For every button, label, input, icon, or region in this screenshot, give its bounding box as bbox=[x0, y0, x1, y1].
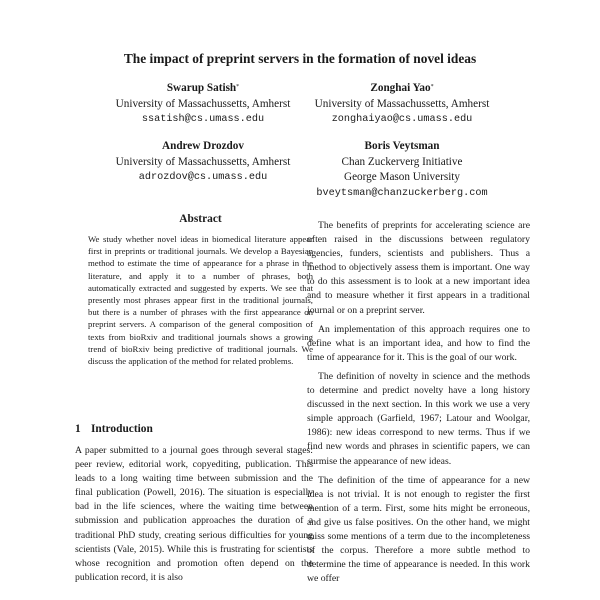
author-email: bveytsman@chanzuckerberg.com bbox=[316, 187, 488, 199]
paragraph: The definition of the time of appearance for a new idea is not trivial. It is not enough to register the first mention of a term. First, some hits might be erroneous, and give us false positives. On the other hand, we might miss some mentions of a term due to the incompleteness of the corpus. Therefore a more subtle method to determine the time of appearance is needed. In this work we offer bbox=[307, 474, 530, 585]
abstract-text: We study whether novel ideas in biomedical literature appear first in preprints or traditional journals. We develop a Bayesian method to estimate the time of appearance for a phrase in the literature, and apply it to a number of phrases, both automatically extracted and suggested by experts. We see that presently most phrases appear first in the traditional journals, but there is a number of phrases with the first appearance on preprint servers. A comparison of the general composition of texts from bioRxiv and traditional journals shows a growing trend of bioRxiv being predictive of traditional journals. We discuss the application of the method for related problems. bbox=[88, 234, 313, 367]
abstract-heading: Abstract bbox=[179, 213, 222, 225]
abstract-body bbox=[88, 233, 313, 367]
author-email: zonghaiyao@cs.umass.edu bbox=[331, 114, 473, 126]
paragraph: The benefits of preprints for accelerating science are often raised in the discussions between regulatory agencies, funders, scientists and publishers. Thus a method to objectively assess them is important. One way to do this assessment is to look at a new important idea and to measure whether it first appears in a traditional journal or on a preprint server. bbox=[307, 220, 530, 316]
paper-title: The impact of preprint servers in the formation of novel ideas bbox=[123, 51, 477, 66]
right-column bbox=[307, 219, 530, 591]
author-affiliation: George Mason University bbox=[344, 171, 460, 184]
author-name: Boris Veytsman bbox=[364, 140, 440, 152]
author-name: Zonghai Yao bbox=[370, 82, 431, 94]
paragraph: The definition of novelty in science and the methods to determine and predict novelty have a long history discussed in the next section. In this work we use a very simple approach (Garfield, 1967; Latour and Woolgar, 1986): new ideas correspond to new terms. Thus if we find new words and phrases in scientific papers, we can surmise the appearance of new ideas. bbox=[307, 370, 530, 467]
author-affiliation: University of Massachussetts, Amherst bbox=[314, 97, 490, 110]
equal-contribution-mark: * bbox=[430, 84, 434, 90]
paragraph: A paper submitted to a journal goes through several stages: peer review, editorial work, copyediting, publication. This leads to a long waiting time between submission and the final publication (Powell, 2016). The situation is especially bad in the life sciences, where the waiting time between submission and publication approaches the duration of a traditional PhD study, creating serious difficulties for young scientists (Vale, 2015). While this is frustrating for scientists whose recognition and promotion often depend on the publication record, it is also bbox=[75, 445, 313, 583]
author-email: adrozdov@cs.umass.edu bbox=[138, 172, 268, 184]
author-name: Swarup Satish bbox=[166, 82, 237, 94]
introduction-body bbox=[75, 444, 313, 585]
author-block bbox=[100, 139, 306, 186]
paragraph: An implementation of this approach requires one to define what is an important idea, and how to find the time of appearance for it. This is the goal of our work. bbox=[307, 323, 530, 363]
author-affiliation: University of Massachussetts, Amherst bbox=[115, 155, 291, 168]
author-block bbox=[100, 81, 306, 128]
section-number: 1 bbox=[75, 423, 81, 435]
author-block bbox=[290, 139, 514, 201]
author-affiliation: University of Massachussetts, Amherst bbox=[115, 97, 291, 110]
section-heading bbox=[75, 423, 153, 435]
equal-contribution-mark: * bbox=[236, 84, 240, 90]
author-block bbox=[301, 81, 503, 128]
author-email: ssatish@cs.umass.edu bbox=[141, 114, 265, 126]
author-name: Andrew Drozdov bbox=[162, 140, 244, 152]
author-affiliation: Chan Zuckerverg Initiative bbox=[341, 155, 463, 168]
section-title: Introduction bbox=[91, 423, 153, 435]
